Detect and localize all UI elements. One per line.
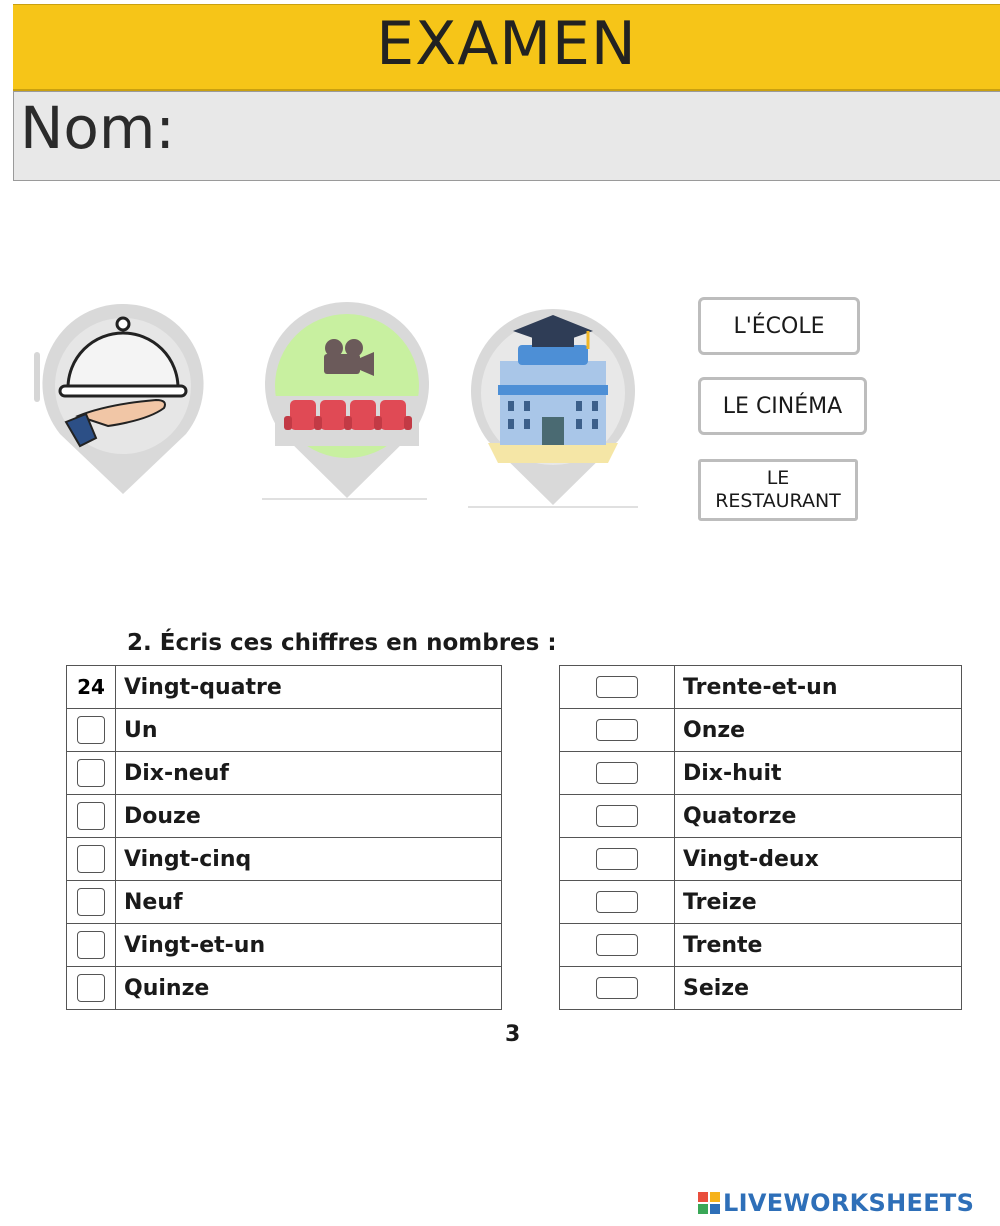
table-row: [560, 924, 962, 967]
page-number: 3: [505, 1022, 521, 1047]
table-row: [67, 881, 502, 924]
answer-input[interactable]: [596, 848, 638, 870]
answer-cell: [560, 838, 675, 881]
name-input[interactable]: [194, 102, 988, 170]
answer-cell: [67, 666, 116, 709]
answer-input[interactable]: [77, 974, 105, 1002]
right-number-table: [559, 665, 962, 1010]
label-ecole[interactable]: L'ÉCOLE: [698, 297, 860, 355]
answer-input[interactable]: [77, 931, 105, 959]
school-pin-icon: [468, 303, 638, 513]
answer-cell: [560, 924, 675, 967]
answer-cell: [67, 838, 116, 881]
label-cinema[interactable]: LE CINÉMA: [698, 377, 867, 435]
answer-input[interactable]: [596, 676, 638, 698]
table-row: [67, 795, 502, 838]
number-word: Dix-neuf: [116, 752, 502, 795]
answer-input[interactable]: [73, 673, 109, 701]
number-word: Douze: [116, 795, 502, 838]
answer-cell: [560, 967, 675, 1010]
number-word: Un: [116, 709, 502, 752]
restaurant-pin-icon: [38, 296, 208, 506]
number-word: Onze: [675, 709, 962, 752]
answer-cell: [560, 795, 675, 838]
number-word: Vingt-deux: [675, 838, 962, 881]
number-word: Dix-huit: [675, 752, 962, 795]
title-bar: [13, 4, 1000, 91]
answer-cell: [560, 709, 675, 752]
answer-cell: [67, 881, 116, 924]
number-word: Vingt-quatre: [116, 666, 502, 709]
table-row: [560, 752, 962, 795]
table-row: [560, 838, 962, 881]
table-row: [67, 709, 502, 752]
exercise-instruction: 2. Écris ces chiffres en nombres :: [127, 630, 557, 656]
number-word: Quinze: [116, 967, 502, 1010]
table-row: [67, 838, 502, 881]
answer-input[interactable]: [77, 845, 105, 873]
table-row: [560, 881, 962, 924]
answer-input[interactable]: [596, 891, 638, 913]
answer-input[interactable]: [596, 805, 638, 827]
table-row: [560, 967, 962, 1010]
answer-cell: [67, 967, 116, 1010]
brand-logo: [698, 1189, 974, 1217]
answer-cell: [67, 924, 116, 967]
page-title: EXAMEN: [376, 9, 637, 79]
cinema-pin-icon: [262, 296, 432, 506]
table-row: [560, 709, 962, 752]
table-row: [67, 666, 502, 709]
number-word: Quatorze: [675, 795, 962, 838]
table-row: [67, 752, 502, 795]
name-bar: [13, 91, 1000, 181]
answer-cell: [560, 666, 675, 709]
left-number-table: [66, 665, 502, 1010]
answer-input[interactable]: [77, 759, 105, 787]
number-word: Vingt-et-un: [116, 924, 502, 967]
table-row: [67, 924, 502, 967]
table-row: [560, 795, 962, 838]
number-word: Treize: [675, 881, 962, 924]
table-row: [67, 967, 502, 1010]
answer-input[interactable]: [77, 888, 105, 916]
answer-cell: [560, 752, 675, 795]
label-restaurant[interactable]: LE RESTAURANT: [698, 459, 858, 521]
number-word: Vingt-cinq: [116, 838, 502, 881]
answer-input[interactable]: [77, 802, 105, 830]
answer-input[interactable]: [596, 977, 638, 999]
answer-input[interactable]: [596, 719, 638, 741]
number-word: Trente-et-un: [675, 666, 962, 709]
answer-cell: [560, 881, 675, 924]
answer-input[interactable]: [596, 934, 638, 956]
table-row: [560, 666, 962, 709]
pin-edge-fragment: [34, 352, 40, 402]
answer-input[interactable]: [596, 762, 638, 784]
number-word: Neuf: [116, 881, 502, 924]
answer-cell: [67, 795, 116, 838]
answer-input[interactable]: [77, 716, 105, 744]
liveworksheets-logo-icon: [698, 1192, 720, 1214]
name-label: Nom:: [20, 94, 175, 162]
number-word: Seize: [675, 967, 962, 1010]
answer-cell: [67, 752, 116, 795]
brand-name: LIVEWORKSHEETS: [723, 1189, 975, 1217]
number-word: Trente: [675, 924, 962, 967]
answer-cell: [67, 709, 116, 752]
